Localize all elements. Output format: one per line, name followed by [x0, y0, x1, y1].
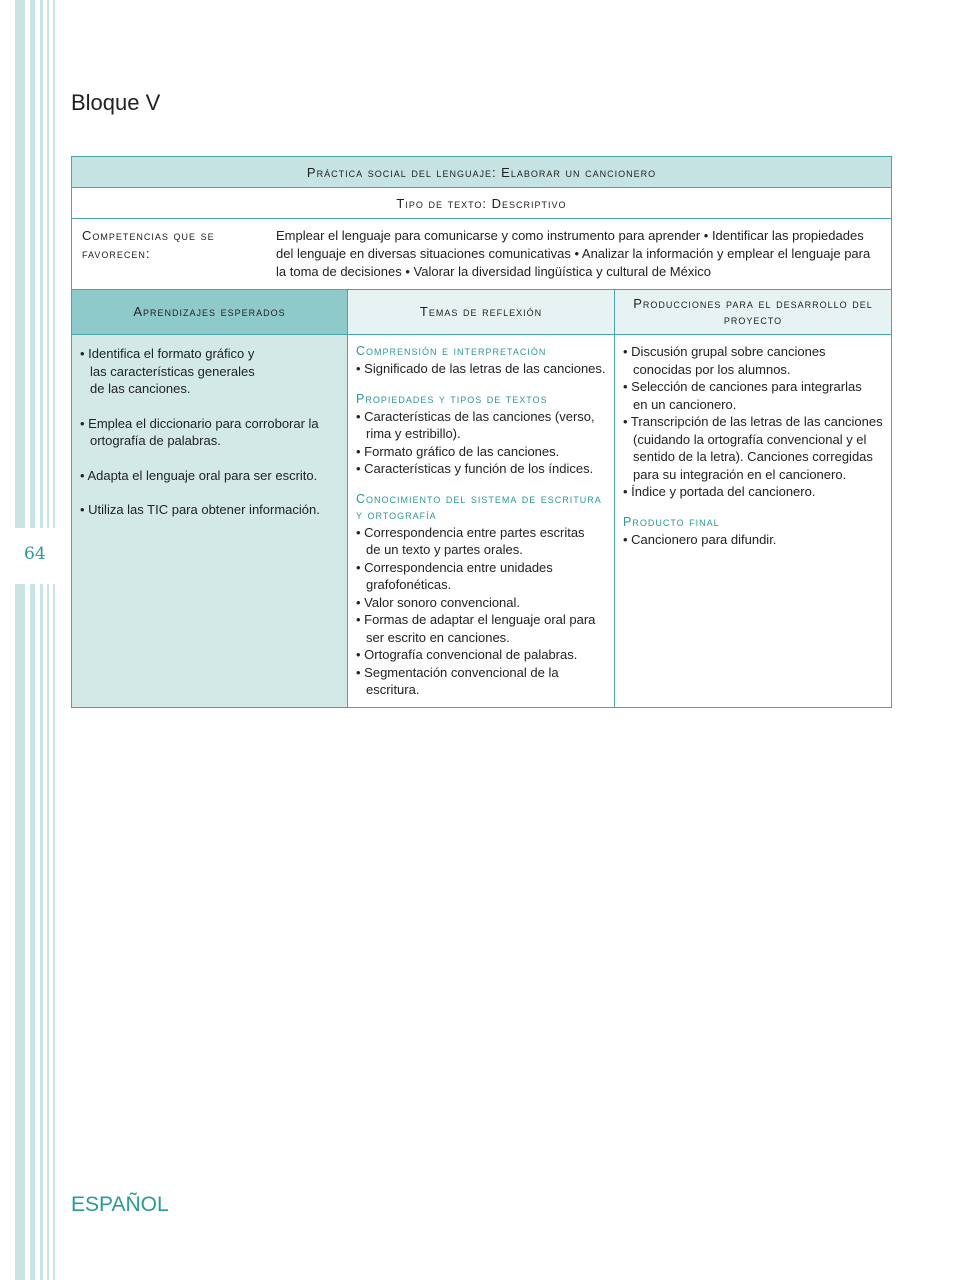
- practica-social-header: Práctica social del lenguaje: Elaborar un cancionero: [72, 157, 892, 188]
- aprendizajes-cell: [72, 335, 348, 708]
- curriculum-table: [71, 156, 892, 708]
- list-item: • Transcripción de las letras de las canciones (cuidando la ortografía convencional y el sentido de la letra). Canciones corregidas para su integración en el cancionero.: [623, 414, 883, 482]
- column-header-aprendizajes: Aprendizajes esperados: [72, 290, 348, 335]
- section-heading: Conocimiento del sistema de escritura y ortografía: [356, 491, 602, 522]
- tipo-texto-header: Tipo de texto: Descriptivo: [72, 188, 892, 219]
- page-title: Bloque V: [71, 90, 161, 115]
- list-item: • Cancionero para difundir.: [623, 531, 777, 547]
- list-item: • Correspondencia entre unidades grafofonéticas.: [356, 559, 553, 592]
- list-item: • Segmentación convencional de la escritura.: [356, 664, 559, 697]
- list-item: • Discusión grupal sobre canciones conocidas por los alumnos.: [623, 344, 826, 377]
- column-header-temas: Temas de reflexión: [348, 290, 615, 335]
- list-item: • Adapta el lenguaje oral para ser escrito.: [80, 467, 318, 483]
- competencias-text: Emplear el lenguaje para comunicarse y como instrumento para aprender • Identificar las propiedades del lenguaje en diversas situaciones comunicativas • Analizar la información y emplear el lenguaje para la toma de decisiones • Valorar la diversidad lingüística y cultural de México: [276, 228, 871, 279]
- section-heading: Propiedades y tipos de textos: [356, 391, 548, 406]
- list-item: • Ortografía convencional de palabras.: [356, 647, 578, 662]
- list-item: • Significado de las letras de las canciones.: [356, 361, 606, 376]
- list-item: • Selección de canciones para integrarlas en un cancionero.: [623, 379, 862, 412]
- list-item: • Características de las canciones (verso, rima y estribillo).: [356, 408, 595, 441]
- column-header-producciones: Producciones para el desarrollo del proyecto: [615, 290, 892, 335]
- page-number: 64: [24, 544, 46, 564]
- list-item: • Formas de adaptar el lenguaje oral para ser escrito en canciones.: [356, 612, 596, 645]
- competencias-label: Competencias que se favorecen:: [82, 228, 215, 261]
- temas-cell: [348, 335, 615, 708]
- list-item: • Valor sonoro convencional.: [356, 594, 521, 610]
- list-item: • Índice y portada del cancionero.: [623, 484, 816, 499]
- list-item: • Identifica el formato gráfico y las características generales de las canciones.: [80, 346, 255, 396]
- producciones-cell: [615, 335, 892, 708]
- list-item: • Correspondencia entre partes escritas de un texto y partes orales.: [356, 524, 585, 557]
- list-item: • Emplea el diccionario para corroborar la ortografía de palabras.: [80, 415, 319, 448]
- section-heading: Producto final: [623, 514, 720, 529]
- subject-footer: ESPAÑOL: [71, 1193, 169, 1216]
- list-item: • Características y función de los índices.: [356, 461, 594, 476]
- competencias-row: [72, 219, 892, 290]
- list-item: • Formato gráfico de las canciones.: [356, 443, 560, 459]
- section-heading: Comprensión e interpretación: [356, 344, 547, 358]
- list-item: • Utiliza las TIC para obtener información.: [80, 502, 320, 517]
